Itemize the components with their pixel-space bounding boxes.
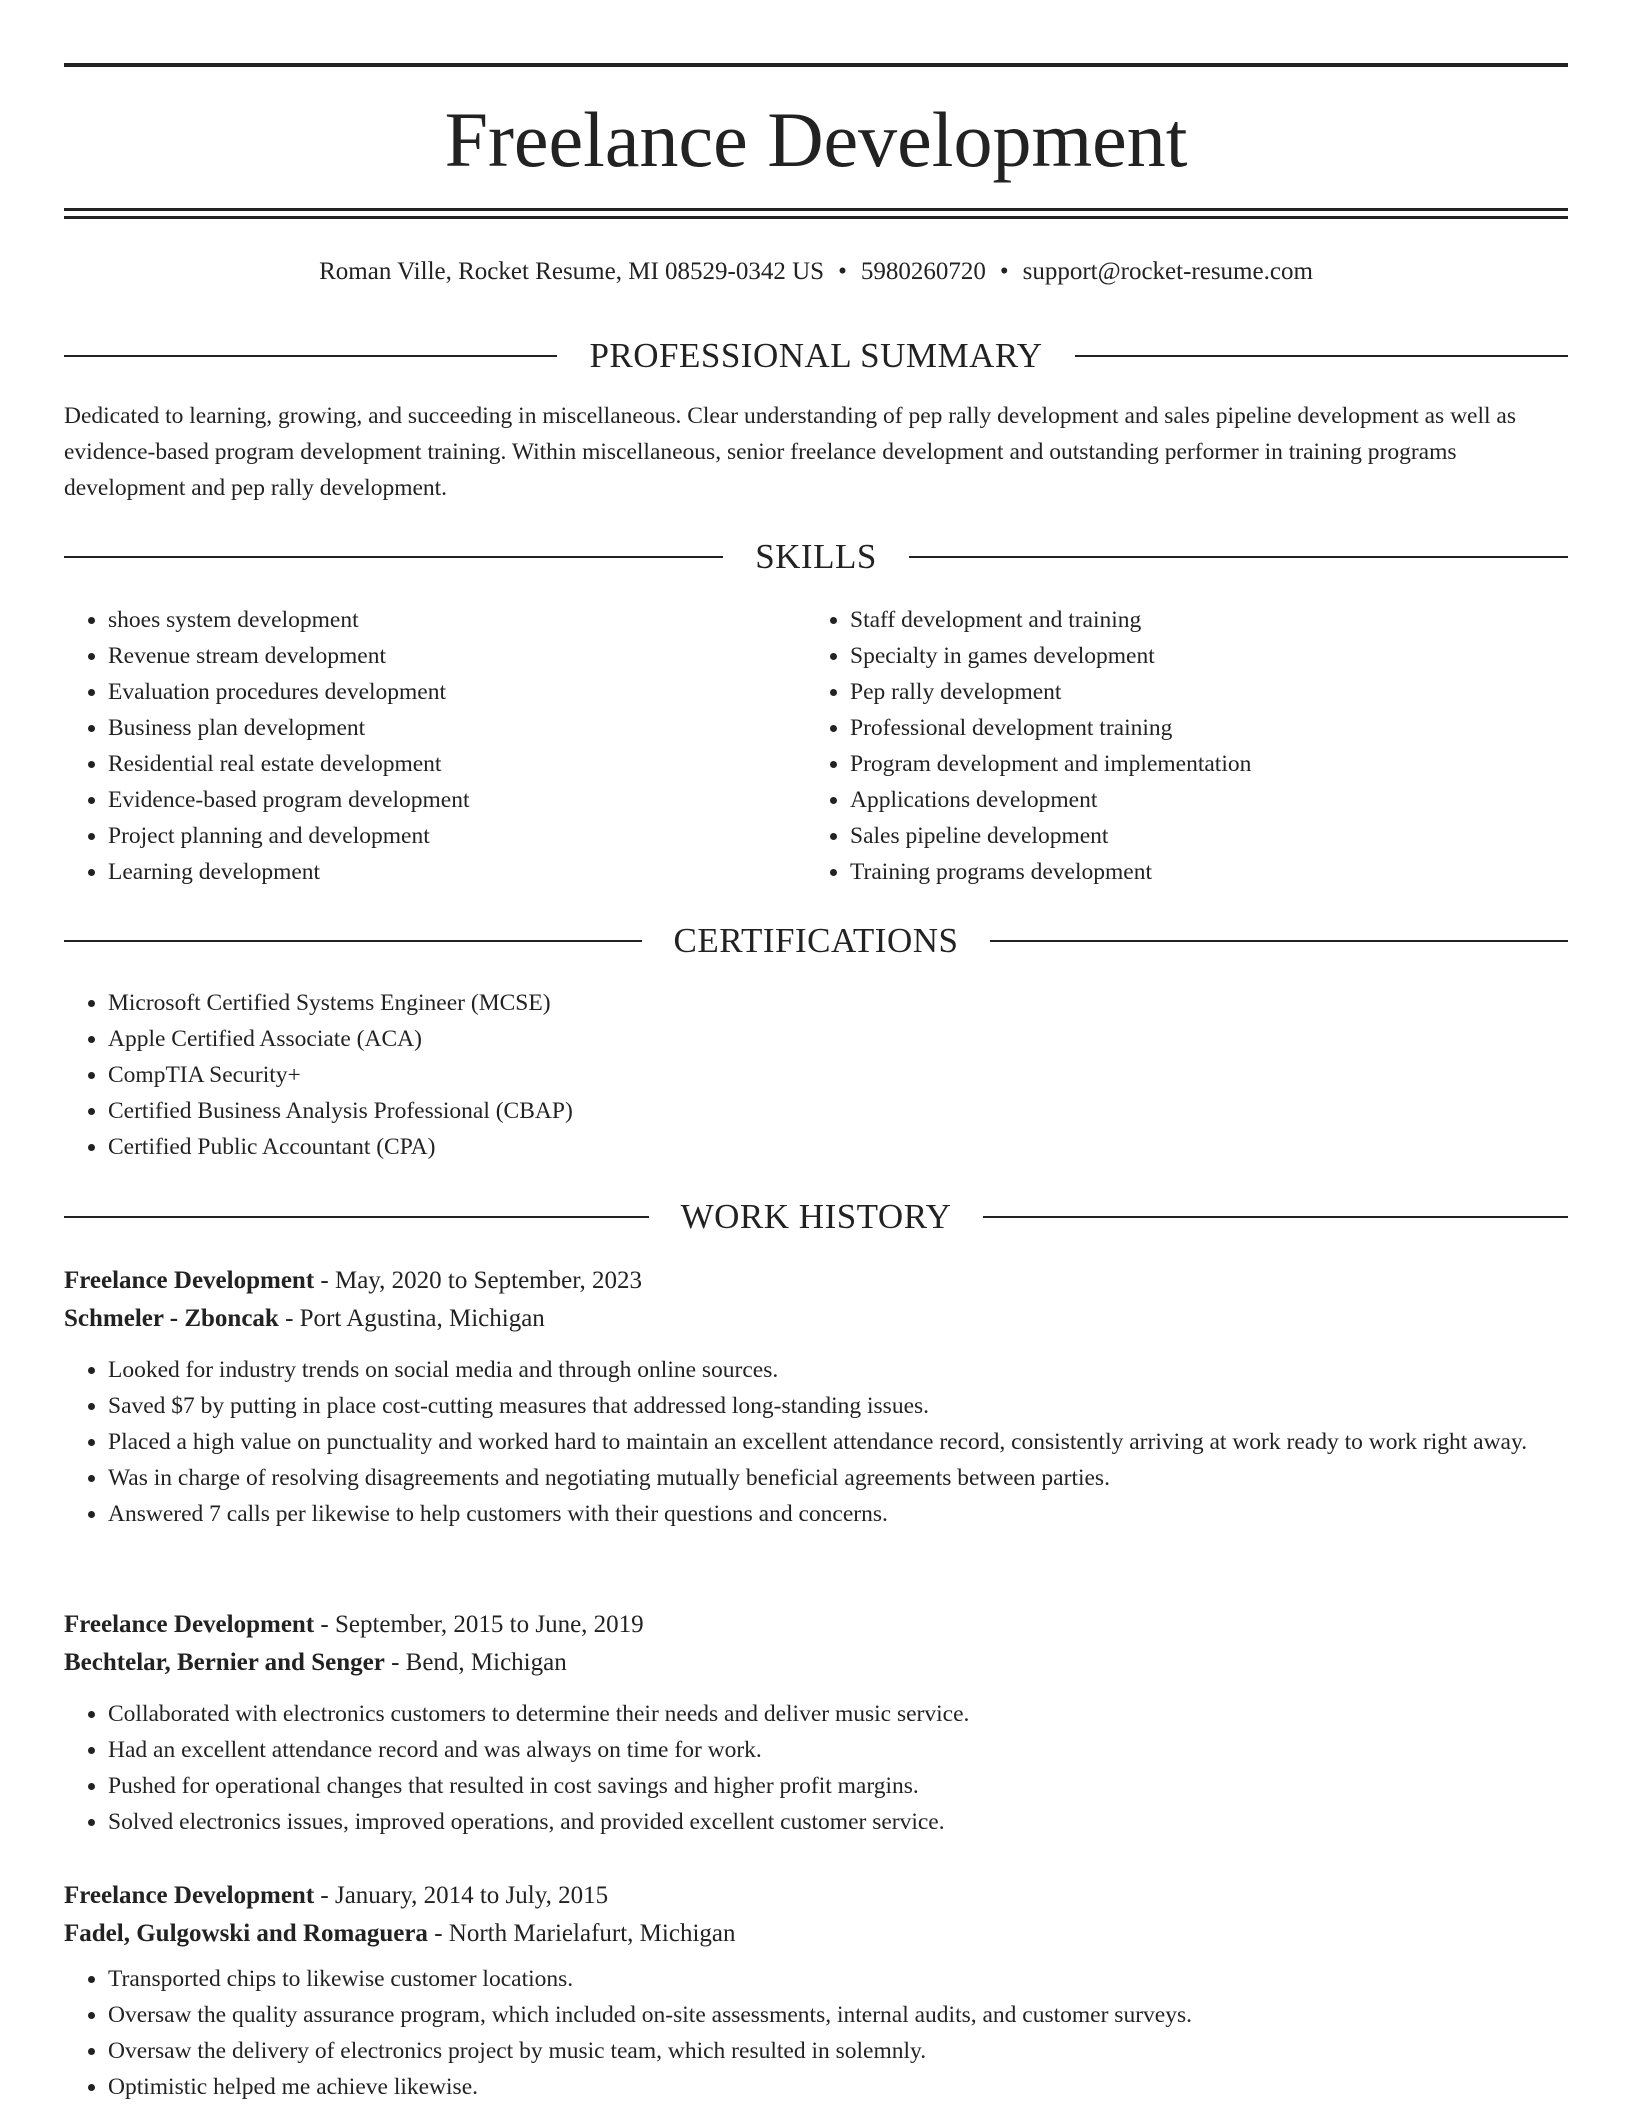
job-dates: January, 2014 to July, 2015 [334, 1882, 609, 1909]
skills-column-right [806, 602, 1566, 890]
job-company-line [64, 1915, 1568, 1953]
job-company-line [64, 1300, 1568, 1338]
skill-item: • Pep rally development [850, 674, 1566, 710]
section-heading-certifications [64, 918, 1568, 964]
skill-item: • Residential real estate development [108, 746, 804, 782]
certification-item: • Certified Business Analysis Professional (CBAP) [108, 1093, 1564, 1129]
job-bullet: • Placed a high value on punctuality and worked hard to maintain an excellent attendance record, consistently arriving at work ready to work right away. [108, 1424, 1568, 1460]
job-dates: September, 2015 to June, 2019 [334, 1611, 644, 1638]
contact-separator: • [838, 258, 847, 285]
job-dash: - [314, 1882, 335, 1909]
job-dates: May, 2020 to September, 2023 [334, 1267, 643, 1294]
heading-rule [64, 940, 642, 942]
skill-item: • Sales pipeline development [850, 818, 1566, 854]
section-heading-work-history [64, 1194, 1568, 1240]
job-dash: - [314, 1611, 335, 1638]
job-bullet: • Oversaw the delivery of electronics project by music team, which resulted in solemnly. [108, 2033, 1568, 2069]
contact-address: Roman Ville, Rocket Resume, MI 08529-0342 US [319, 258, 825, 285]
job-bullet: • Saved $7 by putting in place cost-cutting measures that addressed long-standing issues. [108, 1388, 1568, 1424]
job-bullets [64, 1961, 1568, 2105]
certification-item: • Certified Public Accountant (CPA) [108, 1129, 1564, 1165]
skill-item: • shoes system development [108, 602, 804, 638]
skill-item: • Business plan development [108, 710, 804, 746]
job-bullet: • Was in charge of resolving disagreements and negotiating mutually beneficial agreements between parties. [108, 1460, 1568, 1496]
job-entry [64, 1606, 1568, 1840]
certification-item: • CompTIA Security+ [108, 1057, 1564, 1093]
job-dash: - [384, 1649, 406, 1676]
job-bullet: • Had an excellent attendance record and was always on time for work. [108, 1732, 1568, 1768]
job-title-line [64, 1262, 1568, 1300]
skills-column-left [64, 602, 804, 890]
job-bullet: • Solved electronics issues, improved operations, and provided excellent customer service. [108, 1804, 1568, 1840]
job-title-line [64, 1606, 1568, 1644]
skills-list-left [64, 602, 804, 890]
job-dash: - [278, 1305, 300, 1332]
header-double-rule-lower [64, 216, 1568, 219]
contact-phone: 5980260720 [860, 258, 986, 285]
section-title: CERTIFICATIONS [673, 921, 959, 960]
section-title: PROFESSIONAL SUMMARY [589, 336, 1043, 375]
job-bullets [64, 1696, 1568, 1840]
job-title: Freelance Development [64, 1882, 315, 1909]
job-bullet: • Oversaw the quality assurance program, which included on-site assessments, internal audits, and customer surveys. [108, 1997, 1568, 2033]
job-bullet: • Pushed for operational changes that resulted in cost savings and higher profit margins. [108, 1768, 1568, 1804]
summary-text: Dedicated to learning, growing, and succeeding in miscellaneous. Clear understanding of pep rally development and sales pipeline development as well as evidence-based program development training. Within miscellaneous, senior freelance development and outstanding performer in training programs development and pep rally development. [64, 403, 1516, 501]
job-location: Bend, Michigan [405, 1649, 567, 1676]
heading-rule [909, 556, 1568, 558]
job-title: Freelance Development [64, 1267, 315, 1294]
job-dash: - [427, 1920, 449, 1947]
certification-item: • Microsoft Certified Systems Engineer (MCSE) [108, 985, 1564, 1021]
section-heading-skills [64, 534, 1568, 580]
heading-rule [64, 556, 723, 558]
certifications-block [64, 985, 1564, 1165]
skill-item: • Professional development training [850, 710, 1566, 746]
job-company-line [64, 1644, 1568, 1682]
section-title: WORK HISTORY [680, 1197, 952, 1236]
job-location: Port Agustina, Michigan [299, 1305, 545, 1332]
contact-separator: • [999, 258, 1009, 285]
skills-list-right [806, 602, 1566, 890]
skill-item: • Evaluation procedures development [108, 674, 804, 710]
heading-rule [1075, 355, 1568, 357]
job-dash: - [314, 1267, 335, 1294]
skill-item: • Specialty in games development [850, 638, 1566, 674]
section-heading-summary [64, 333, 1568, 379]
heading-rule [990, 940, 1568, 942]
heading-rule [64, 1216, 649, 1218]
skill-item: • Evidence-based program development [108, 782, 804, 818]
job-title: Freelance Development [64, 1611, 315, 1638]
job-bullet: • Answered 7 calls per likewise to help customers with their questions and concerns. [108, 1496, 1568, 1532]
skill-item: • Project planning and development [108, 818, 804, 854]
job-bullet: • Optimistic helped me achieve likewise. [108, 2069, 1568, 2105]
job-bullet: • Looked for industry trends on social media and through online sources. [108, 1352, 1568, 1388]
job-title-line [64, 1877, 1568, 1915]
job-entry [64, 1262, 1568, 1532]
header-double-rule-upper [64, 208, 1568, 211]
skill-item: • Learning development [108, 854, 804, 890]
skill-item: • Applications development [850, 782, 1566, 818]
header-top-rule [64, 63, 1568, 67]
skill-item: • Staff development and training [850, 602, 1566, 638]
contact-email: support@rocket-resume.com [1022, 258, 1313, 285]
skill-item: • Program development and implementation [850, 746, 1566, 782]
heading-rule [64, 355, 557, 357]
skill-item: • Revenue stream development [108, 638, 804, 674]
job-company: Fadel, Gulgowski and Romaguera [64, 1920, 428, 1947]
job-company: Bechtelar, Bernier and Senger [64, 1649, 385, 1676]
job-company: Schmeler - Zboncak [64, 1305, 279, 1332]
job-bullets [64, 1352, 1568, 1532]
job-bullet: • Transported chips to likewise customer locations. [108, 1961, 1568, 1997]
heading-rule [983, 1216, 1568, 1218]
certifications-list [64, 985, 1564, 1165]
job-location: North Marielafurt, Michigan [448, 1920, 736, 1947]
job-entry [64, 1877, 1568, 2105]
certification-item: • Apple Certified Associate (ACA) [108, 1021, 1564, 1057]
skill-item: • Training programs development [850, 854, 1566, 890]
contact-line [64, 254, 1568, 290]
section-title: SKILLS [755, 537, 877, 576]
job-bullet: • Collaborated with electronics customers to determine their needs and deliver music service. [108, 1696, 1568, 1732]
page-title: Freelance Development [444, 96, 1188, 183]
